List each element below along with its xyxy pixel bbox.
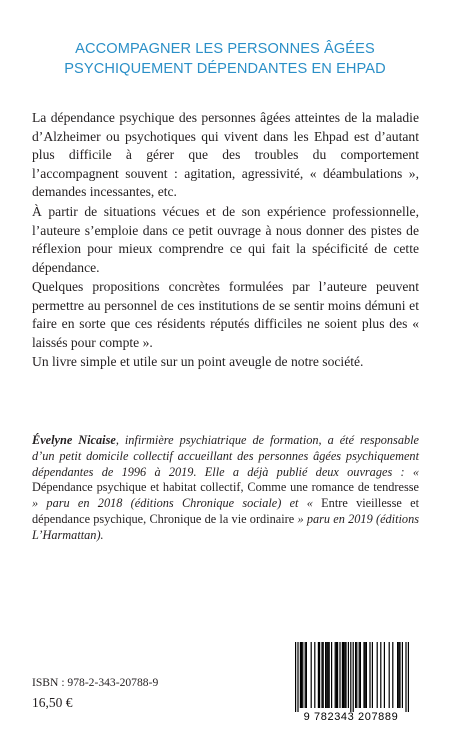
barcode-bar	[356, 642, 357, 708]
barcode-bar	[348, 642, 349, 708]
barcode-bar	[301, 642, 302, 708]
barcode-bar	[342, 642, 343, 708]
barcode-bar	[363, 642, 364, 708]
barcode-bar	[345, 642, 346, 708]
barcode-bar	[297, 642, 298, 712]
barcode-bar	[306, 642, 307, 708]
barcode-bar	[319, 642, 320, 708]
barcode-bar	[399, 642, 400, 708]
barcode-bar	[377, 642, 378, 708]
barcode-bar	[325, 642, 326, 708]
barcode-bar	[337, 642, 338, 708]
barcode-bar	[353, 642, 354, 712]
blurb-paragraph-4: Un livre simple et utile sur un point aveugle de notre société.	[32, 354, 364, 369]
barcode-bar	[329, 642, 330, 708]
barcode-bar	[323, 642, 324, 708]
barcode-bar	[350, 642, 351, 712]
author-bio-text-2: » paru en 2018 (éditions Chronique sociale) et «	[32, 496, 322, 511]
barcode-bar	[331, 642, 332, 708]
blurb-paragraph-1: La dépendance psychique des personnes âgées atteintes de la maladie d’Alzheimer ou psychotiques qui vivent dans les Ehpad est d’autant plus difficile à gérer que des troubles du comportement l’accompagnent souvent : agitation, agressivité, « déambulations », demandes incessantes, etc.	[32, 110, 419, 199]
barcode-bar	[335, 642, 336, 708]
barcode-bar	[366, 642, 367, 708]
barcode-bar	[339, 642, 340, 708]
barcode-bar	[372, 642, 373, 708]
barcode-bar	[344, 642, 345, 708]
author-bio-text-1: , infirmière psychiatrique de formation, a été responsable d’un petit domicile collectif accueillant des personnes âgées psychiquement dépendantes de 1996 à 2019. Elle a déjà publié deux ouvrages : «	[32, 433, 419, 479]
barcode-bar	[318, 642, 319, 708]
blurb-paragraph-2: À partir de situations vécues et de son expérience professionnelle, l’auteure s’emploie dans ce petit ouvrage à nous donner des pistes de réflexion pour mieux comprendre ce qui fait la spécificité de cette dépendance.	[32, 204, 419, 275]
barcode-bar	[392, 642, 393, 708]
barcode-bar	[311, 642, 312, 708]
title-line-2: PSYCHIQUEMENT DÉPENDANTES EN EHPAD	[64, 61, 386, 77]
price-label: 16,50 €	[32, 695, 73, 710]
title-line-1: ACCOMPAGNER LES PERSONNES ÂGÉES	[75, 41, 375, 57]
barcode-bar	[336, 642, 337, 708]
barcode-bar	[359, 642, 360, 708]
barcode-bar	[402, 642, 403, 708]
barcode-bar	[365, 642, 366, 708]
isbn-label: ISBN : 978-2-343-20788-9	[32, 676, 159, 689]
barcode-bar	[327, 642, 328, 708]
book-title-2: Entre vieillesse et dépendance psychique, Chronique de la vie ordinaire	[32, 496, 419, 526]
barcode	[285, 640, 418, 722]
barcode-bar	[405, 642, 406, 712]
blurb-paragraph-3: Quelques propositions concrètes formulées par l’auteure peuvent permettre au personnel de ces institutions de se sentir moins démuni et faire en sorte que ces résidents réputés difficiles ne soient plus des « laissés pour compte ».	[32, 279, 419, 350]
author-bio-text-3: » paru en 2019 (éditions L’Harmattan).	[32, 511, 420, 542]
barcode-digits: 9 782343 207889	[303, 711, 399, 722]
author-name: Évelyne Nicaise	[32, 433, 116, 447]
barcode-bar	[360, 642, 361, 708]
barcode-bar	[397, 642, 398, 708]
barcode-bar	[398, 642, 399, 708]
book-title-1: Dépendance psychique et habitat collectif, Comme une romance de tendresse	[32, 480, 419, 495]
barcode-icon	[285, 640, 418, 722]
barcode-bar	[305, 642, 306, 708]
barcode-bar	[300, 642, 301, 708]
barcode-bar	[408, 642, 409, 712]
barcode-bar	[380, 642, 381, 708]
barcode-bar	[321, 642, 322, 708]
barcode-bar	[369, 642, 370, 708]
barcode-bar	[302, 642, 303, 708]
barcode-bar	[295, 642, 296, 712]
barcode-bar	[384, 642, 385, 708]
barcode-bar	[314, 642, 315, 708]
book-title	[0, 39, 450, 79]
barcode-bar	[389, 642, 390, 708]
barcode-bar	[326, 642, 327, 708]
barcode-bar	[343, 642, 344, 708]
author-bio	[32, 433, 419, 544]
barcode-bar	[355, 642, 356, 708]
